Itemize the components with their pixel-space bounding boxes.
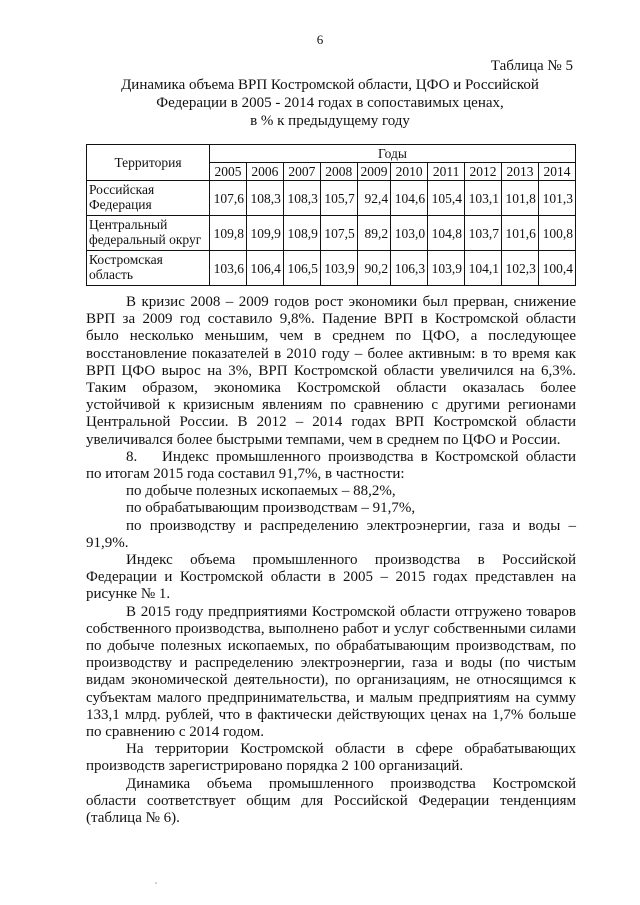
year-header: 2006: [246, 163, 283, 181]
value-cell: 101,8: [501, 181, 538, 216]
paragraph: Индекс объема промышленного производства в Российской Федерации и Костромской области в 2005 – 2015 годах представлен на рисунке № 1.: [86, 552, 576, 603]
table-row: [87, 181, 576, 216]
value-cell: 103,1: [465, 181, 502, 216]
paragraph: На территории Костромской области в сфере обрабатывающих производств зарегистрировано порядка 2 100 организаций.: [86, 741, 576, 775]
territory-line: область: [89, 267, 134, 282]
value-cell: 105,7: [320, 181, 357, 216]
year-header: 2007: [283, 163, 320, 181]
table-caption: [90, 76, 570, 130]
value-cell: 105,4: [428, 181, 465, 216]
year-header: 2005: [210, 163, 247, 181]
year-header: 2010: [391, 163, 428, 181]
territory-line: Российская: [89, 182, 155, 197]
year-header: 2014: [538, 163, 575, 181]
value-cell: 106,4: [246, 251, 283, 286]
value-cell: 108,9: [283, 216, 320, 251]
territory-cell: [87, 216, 210, 251]
value-cell: 106,5: [283, 251, 320, 286]
territory-column-header: Территория: [87, 145, 210, 181]
year-header: 2012: [465, 163, 502, 181]
value-cell: 107,6: [210, 181, 247, 216]
paragraph: Динамика объема промышленного производства Костромской области соответствует общим для Российской Федерации тенденциям (таблица № 6).: [86, 775, 576, 827]
value-cell: 109,8: [210, 216, 247, 251]
value-cell: 106,3: [391, 251, 428, 286]
caption-line: в % к предыдущему году: [250, 113, 410, 129]
year-header: 2009: [357, 163, 390, 181]
territory-line: Центральный: [89, 217, 168, 232]
value-cell: 103,9: [428, 251, 465, 286]
list-item: по обрабатывающим производствам – 91,7%,: [126, 500, 416, 517]
table-row: [87, 251, 576, 286]
value-cell: 104,8: [428, 216, 465, 251]
territory-cell: [87, 181, 210, 216]
list-item: по производству и распределению электроэнергии, газа и воды – 91,9%.: [86, 517, 576, 551]
table-header-row: [87, 145, 576, 163]
value-cell: 108,3: [246, 181, 283, 216]
value-cell: 89,2: [357, 216, 390, 251]
value-cell: 107,5: [320, 216, 357, 251]
territory-line: федеральный округ: [89, 232, 202, 247]
territory-line: Костромская: [89, 252, 163, 267]
page-number: 6: [316, 32, 324, 47]
value-cell: 103,9: [320, 251, 357, 286]
value-cell: 101,3: [538, 181, 575, 216]
territory-cell: [87, 251, 210, 286]
value-cell: 100,8: [538, 216, 575, 251]
value-cell: 103,6: [210, 251, 247, 286]
grp-dynamics-table: [86, 144, 576, 286]
paragraph-number: 8.: [126, 448, 138, 465]
value-cell: 103,0: [391, 216, 428, 251]
table-row: [87, 216, 576, 251]
scan-speck: [154, 881, 158, 885]
paragraph-text: Индекс промышленного производства в Костромской области по итогам 2015 года составил 91,7%, в частности:: [86, 448, 576, 483]
territory-line: Федерация: [89, 197, 152, 212]
table-label: Таблица № 5: [490, 58, 573, 74]
value-cell: 101,6: [501, 216, 538, 251]
year-header: 2013: [501, 163, 538, 181]
value-cell: 104,1: [465, 251, 502, 286]
year-header: 2008: [320, 163, 357, 181]
caption-line: Динамика объема ВРП Костромской области, ЦФО и Российской: [121, 77, 539, 93]
years-column-header: Годы: [210, 145, 576, 163]
list-item: по добыче полезных ископаемых – 88,2%,: [126, 483, 396, 500]
value-cell: 109,9: [246, 216, 283, 251]
value-cell: 100,4: [538, 251, 575, 286]
caption-line: Федерации в 2005 - 2014 годах в сопоставимых ценах,: [156, 95, 504, 111]
paragraph: В 2015 году предприятиями Костромской области отгружено товаров собственного производства, выполнено работ и услуг собственными силами по добыче полезных ископаемых, по обрабатывающим производствам, по производству и распределению электроэнергии, газа и воды (по чистым видам экономической деятельности), по организациям, не относящимся к субъектам малого предпринимательства, и малым предприятиям на сумму 133,1 млрд. рублей, что в фактически действующих ценах на 1,7% больше по сравнению с 2014 годом.: [86, 603, 576, 741]
year-header: 2011: [428, 163, 465, 181]
value-cell: 90,2: [357, 251, 390, 286]
paragraph: В кризис 2008 – 2009 годов рост экономики был прерван, снижение ВРП за 2009 год составило 9,8%. Падение ВРП в Костромской области было несколько меньшим, чем в среднем по ЦФО, а последующее восстановление показателей в 2010 году – более активным: в то время как ВРП ЦФО вырос на 3%, ВРП Костромской области увеличился на 6,3%. Таким образом, экономика Костромской области оказалась более устойчивой к кризисным явлениям по сравнению с другими регионами Центральной России. В 2012 – 2014 годах ВРП Костромской области увеличивался более быстрыми темпами, чем в среднем по ЦФО и России.: [86, 294, 576, 448]
value-cell: 104,6: [391, 181, 428, 216]
value-cell: 92,4: [357, 181, 390, 216]
value-cell: 103,7: [465, 216, 502, 251]
body-text: [86, 294, 576, 827]
value-cell: 102,3: [501, 251, 538, 286]
value-cell: 108,3: [283, 181, 320, 216]
numbered-paragraph: [86, 449, 576, 483]
